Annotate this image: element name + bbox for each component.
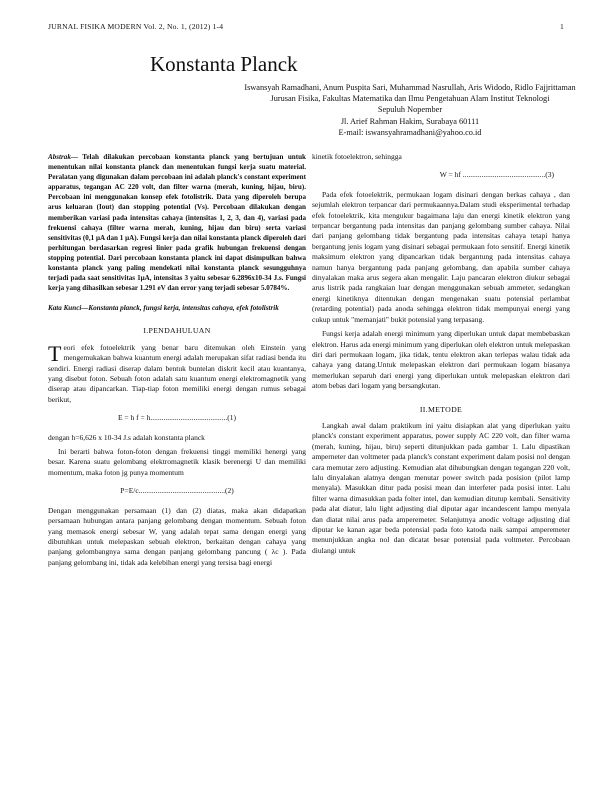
journal-header: JURNAL FISIKA MODERN Vol. 2, No. 1, (2012) 1-4: [48, 22, 224, 31]
equation-1-note: dengan h=6,626 x 10-34 J.s adalah konstanta planck: [48, 432, 205, 442]
email: E-mail: iswansyahramadhani@yahoo.co.id: [338, 127, 482, 137]
keywords: Kata Kunci—Konstanta planck, fungsi kerja, intensitas cahaya, efek fotolistrik: [48, 304, 279, 313]
address: Jl. Arief Rahman Hakim, Surabaya 60111: [340, 116, 480, 126]
abstract-text: Telah dilakukan percobaan konstanta planck yang bertujuan untuk menentukan nilai konstanta planck dan menentukan fungsi kerja suatu material. Peralatan yang digunakan dalam percobaan ini adalah planck's constant experiment apparatus, tegangan AC 220 volt, dan filter warna (merah, kuning, hijau, biru). Percobaan ini menggunakan konsep efek fotolistrik. Data yang diperoleh berupa arus keluaran (Iout) dan stopping potential (Vs). Percobaan dilakukan dengan memberikan variasi pada intensitas cahaya (intensitas 1, 2, 3, dan 4), variasi pada frekuensi cahaya (filter warna merah, kuning, hijau dan biru) serta variasi sensitivitas (0,1 μA dan 1 μA). Fungsi kerja dan nilai konstanta planck diperoleh dari perhitungan berdasarkan regresi linier pada grafik hubungan frekuensi dengan stopping potential. Dari percobaan konstanta planck ini dapat disimpulkan bahwa konstanta planck yang paling mendekati nilai konstanta planck sesungguhnya terjadi pada saat sensitivitas 1μA, intensitas 3 yaitu sebesar 6.2896x10-34 J.s. Fungsi kerja yang dihasilkan sebesar 1.291 eV dan error yang terjadi sebesar 5.0784%.: [48, 153, 306, 293]
section-heading-introduction: I.PENDAHULUAN: [143, 326, 211, 336]
abstract-lead: Abstrak—: [48, 153, 78, 161]
section-heading-method: II.METODE: [419, 404, 463, 414]
right-column: [312, 152, 570, 560]
paragraph-wavelength: Dengan menggunakan persamaan (1) dan (2) diatas, maka akan didapatkan persamaan hubungan antara panjang gelombang dengan momentum. Sebuah foton yang memasok energi sebesar W, yang adalah tepat sama dengan energi yang dibutuhkan untuk melepaskan sebuah elektron, berkaitan dengan cahaya yang panjang gelombangnya sama dengan panjang gelombang pancung ( λc ). Pada panjang gelombang ini, tidak ada kelebihan energi yang tersisa bagi energi: [48, 505, 306, 567]
paragraph-method: Langkah awal dalam praktikum ini yaitu disiapkan alat yang diperlukan yaitu planck's constant experiment apparatus, power supply AC 220 volt, dan filter warna (merah, kuning, hijau, biru) seperti ditunjukkan pada gambar 1. Lalu dipastikan amperneter dan voltmeter pada planck's constant experiment dalam posisi nol dengan cara memutar zero adjusting. Kemudian alat dihubungkan dengan tegangan 220 volt, lalu dinyalakan alatnya dengan menutar power switch pada posision (pilot lamp menyala). Masukkan ditur pada posisi mean dan interfeter pada posisi inter. Lalu filter warna dimasukkan pada folter intel, dan kemudian ditutup kembali. Sensitivity pada alat diatur, lalu light adjusting dial diputar agar incandescent lampu menyala dan diatat nilai arus pada amperemeter. Selanjutnya anodic voltage adjusting dial diputar ke kanan agar beda potensial pada foto katoda naik sampai amperemeter menunjukkan angka nol dan dicatat besar potensial pada voltmeter. Percobaan diulangi untuk: [312, 420, 570, 555]
author-names: Iswansyah Ramadhani, Anum Puspita Sari, Muhammad Nasrullah, Aris Widodo, Ridlo Fajjrittaman: [244, 83, 576, 92]
author-block: [240, 82, 580, 138]
equation-1: E = h f = h.........................................(1): [117, 413, 237, 423]
paragraph-photoelectric: Pada efek fotoelektrik, permukaan logam disinari dengan berkas cahaya , dan sejumlah elektron terpancar dari permukaannya.Dalam studi eksperimental terhadap efek fotoelektrik, kita mengukur bagaimana laju dan energi kinetik elektron yang terpancar bergantung pada intensitas dan panjang gelombang sumber cahaya. Nilai dari panjang gelombang tidak bergantung pada intensitas cahaya tetapi hanya bergantung jenis logam yang disinari sebagai permukaan foto sensitif. Energi kinetik maksimum elektron yang dipancarkan tidak bergantung pada intensitas cahaya namun hanya bergantung pada panjang gelombang, dan apabila sumber cahaya dinyalakan maka arus segera akan mengalir. Laju pancaran elektron diukur sebagai arus listrik pada rangkaian luar dengan menggunakan sebuah ammeter, sedangkan energi kinetiknya ditentukan dengan mengenakan suatu potensial perlambat (retarding potential) pada anoda sehingga elektron tidak mempunyai energi yang cukup untuk "memanjati" bukit potensial yang terpasang.: [312, 189, 570, 324]
page-number: 1: [560, 22, 564, 31]
continuation-text: kinetik fotoelektron, sehingga: [312, 152, 402, 161]
paragraph-work-function: Fungsi kerja adalah energi minimum yang diperlukan untuk dapat membebaskan elektron. Harus ada energi minimum yang diperlukan oleh elektron untuk melepaskan diri dari permukaan logam, jika tidak, tentu elektron akan terlepas walau tidak ada cahaya yang datang.Untuk melepaskan elektron dari permukaan logam biasanya memerlukan separuh dari energi yang diperlukan untuk melepaskan elektron dari atom bebas dari logam yang bersangkutan.: [312, 329, 570, 391]
paper-title: Konstanta Planck: [150, 52, 298, 76]
intro-paragraph: [48, 340, 306, 405]
intro-text: eori efek fotoelektrik yang benar baru ditemukan oleh Einstein yang mengemukakan bahwa kuantum energi adalah merupakan sifat radiasi benda itu sendiri. Energi radiasi diserap dalam bentuk buntelan diskrit kecil atau kuantanya, yang disebut foton. Sebuah foton adalah satu kuantum energi elektromagnetik yang diserap atau dipancarkan. Tiap-tiap foton memiliki energi dengan rumus sebagai berikut,: [48, 342, 306, 404]
paragraph-momentum: Ini berarti bahwa foton-foton dengan frekuensi tinggi memiliki henergi yang besar. Karena suatu gelombang elektromagnetik klasik berenergi U dan memiliki momentum, maka foton jg punya momentum: [48, 447, 306, 477]
running-header: [48, 22, 564, 34]
affiliation: Jurusan Fisika, Fakultas Matematika dan Ilmu Pengetahuan Alam Institut Teknologi: [270, 94, 550, 104]
left-column: [48, 152, 306, 572]
equation-2: P=E/c..............................................(2): [120, 486, 234, 496]
equation-3: W = hf ............................................(3): [439, 170, 554, 180]
affiliation-line2: Sepuluh Nopember: [377, 105, 443, 115]
abstract: [48, 152, 306, 293]
drop-cap: T: [48, 340, 62, 366]
